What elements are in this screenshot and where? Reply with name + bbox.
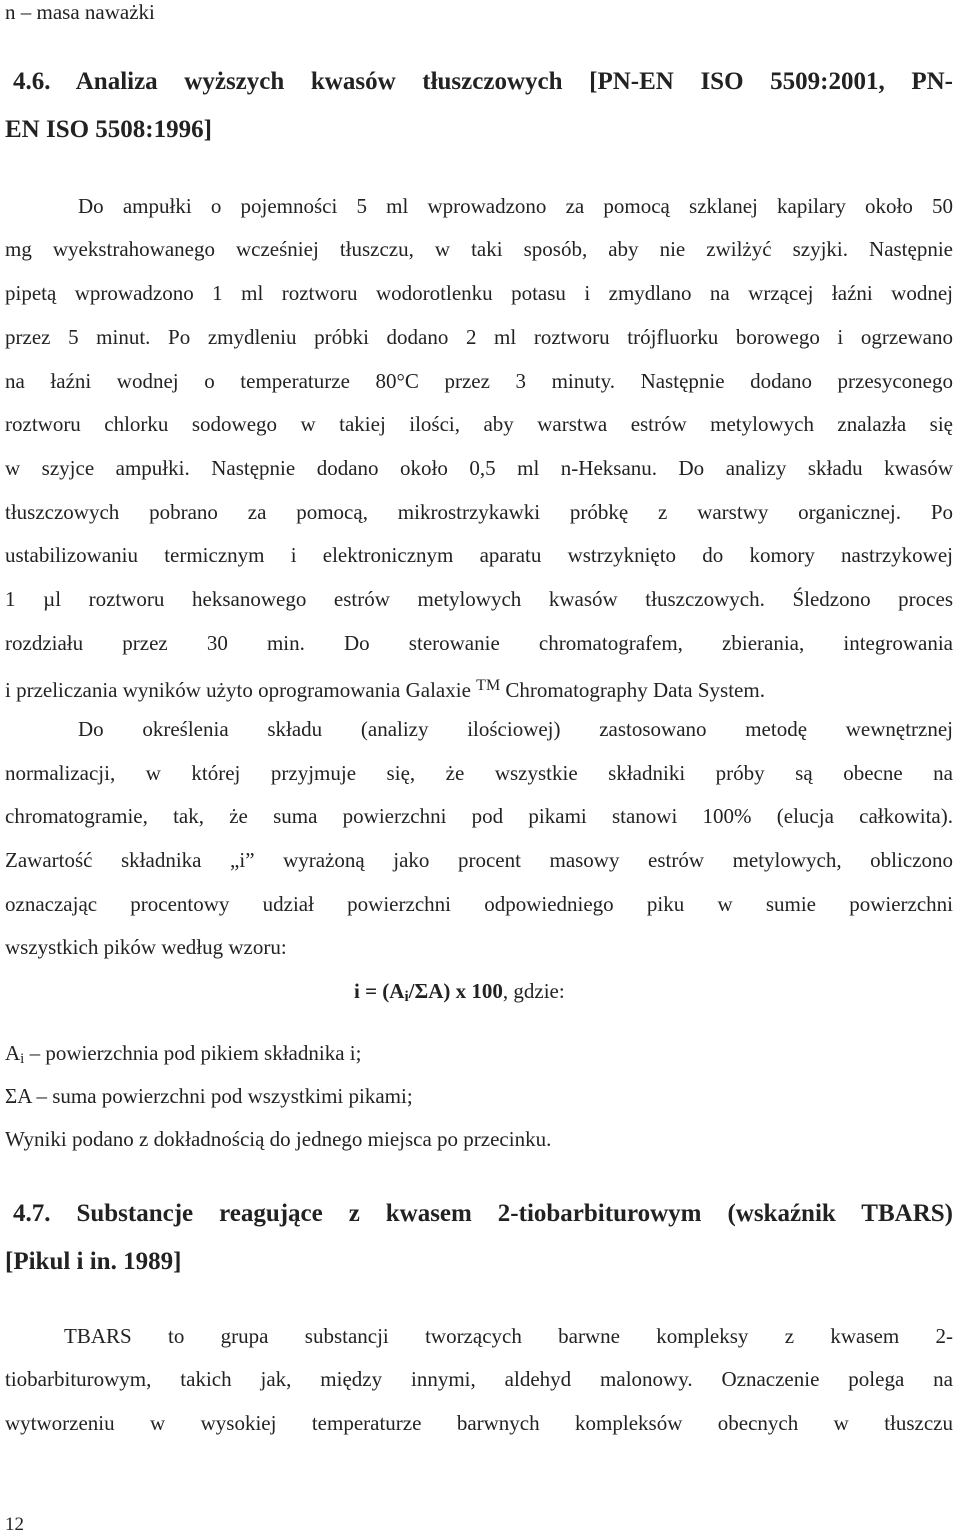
paragraph-line: mg wyekstrahowanego wcześniej tłuszczu, w taki sposób, aby nie zwilżyć szyjki. Następnie	[5, 237, 953, 261]
paragraph-line: Do ampułki o pojemności 5 ml wprowadzono za pomocą szklanej kapilary około 50	[78, 194, 953, 218]
definition-text: – powierzchnia pod pikiem składnika i;	[24, 1041, 362, 1065]
section-heading-4-6-line1: 4.6. Analiza wyższych kwasów tłuszczowych [PN-EN ISO 5509:2001, PN-	[13, 68, 953, 95]
trademark-superscript: TM	[476, 677, 501, 694]
formula-part: i = (A	[354, 979, 405, 1003]
paragraph-line: oznaczając procentowy udział powierzchni odpowiedniego piku w sumie powierzchni	[5, 892, 953, 916]
paragraph-line: tiobarbiturowym, takich jak, między innymi, aldehyd malonowy. Oznaczenie polega na	[5, 1367, 953, 1391]
formula-part: /ΣA) x 100	[408, 979, 503, 1003]
paragraph-line: Zawartość składnika „i” wyrażoną jako procent masowy estrów metylowych, obliczono	[5, 848, 953, 872]
paragraph-line: TBARS to grupa substancji tworzących barwne kompleksy z kwasem 2-	[64, 1324, 953, 1348]
paragraph-line-last: wszystkich pików według wzoru:	[5, 935, 287, 959]
definition-line: Wyniki podano z dokładnością do jednego miejsca po przecinku.	[5, 1127, 552, 1151]
text-fragment-top: n – masa naważki	[5, 0, 155, 24]
paragraph-line: ustabilizowaniu termicznym i elektronicznym aparatu wstrzyknięto do komory nastrzykowej	[5, 543, 953, 567]
paragraph-line: na łaźni wodnej o temperaturze 80°C przez 3 minuty. Następnie dodano przesyconego	[5, 369, 953, 393]
section-heading-4-6-line2: EN ISO 5508:1996]	[5, 116, 212, 143]
paragraph-line: wytworzeniu w wysokiej temperaturze barwnych kompleksów obecnych w tłuszczu	[5, 1411, 953, 1435]
text-run: Chromatography Data System.	[500, 678, 765, 702]
definition-line: ΣA – suma powierzchni pod wszystkimi pikami;	[5, 1084, 413, 1108]
page-number: 12	[5, 1514, 24, 1535]
formula	[354, 976, 565, 1012]
formula-subscript: i	[404, 989, 409, 1005]
paragraph-line: w szyjce ampułki. Następnie dodano około 0,5 ml n-Heksanu. Do analizy składu kwasów	[5, 456, 953, 480]
paragraph-line-last	[5, 671, 953, 705]
paragraph-line: przez 5 minut. Po zmydleniu próbki dodano 2 ml roztworu trójfluorku borowego i ogrzewano	[5, 325, 953, 349]
paragraph-line: roztworu chlorku sodowego w takiej ilości, aby warstwa estrów metylowych znalazła się	[5, 412, 953, 436]
section-heading-4-7-line2: [Pikul i in. 1989]	[5, 1248, 182, 1275]
formula-suffix: , gdzie:	[502, 979, 565, 1003]
paragraph-line: 1 µl roztworu heksanowego estrów metylowych kwasów tłuszczowych. Śledzono proces	[5, 587, 953, 611]
paragraph-line: chromatogramie, tak, że suma powierzchni pod pikami stanowi 100% (elucja całkowita).	[5, 804, 953, 828]
paragraph-line: Do określenia składu (analizy ilościowej) zastosowano metodę wewnętrznej	[78, 717, 953, 741]
paragraph-line: tłuszczowych pobrano za pomocą, mikrostrzykawki próbkę z warstwy organicznej. Po	[5, 500, 953, 524]
definition-subscript: i	[20, 1051, 25, 1067]
paragraph-line: normalizacji, w której przyjmuje się, że wszystkie składniki próby są obecne na	[5, 761, 953, 785]
paragraph-line: rozdziału przez 30 min. Do sterowanie chromatografem, zbierania, integrowania	[5, 631, 953, 655]
text-run: i przeliczania wyników użyto oprogramowania Galaxie	[5, 678, 477, 702]
definition-symbol: A	[5, 1041, 21, 1065]
paragraph-line: pipetą wprowadzono 1 ml roztworu wodorotlenku potasu i zmydlano na wrzącej łaźni wodnej	[5, 281, 953, 305]
definition-line	[5, 1038, 953, 1074]
section-heading-4-7-line1: 4.7. Substancje reagujące z kwasem 2-tiobarbiturowym (wskaźnik TBARS)	[13, 1200, 953, 1227]
